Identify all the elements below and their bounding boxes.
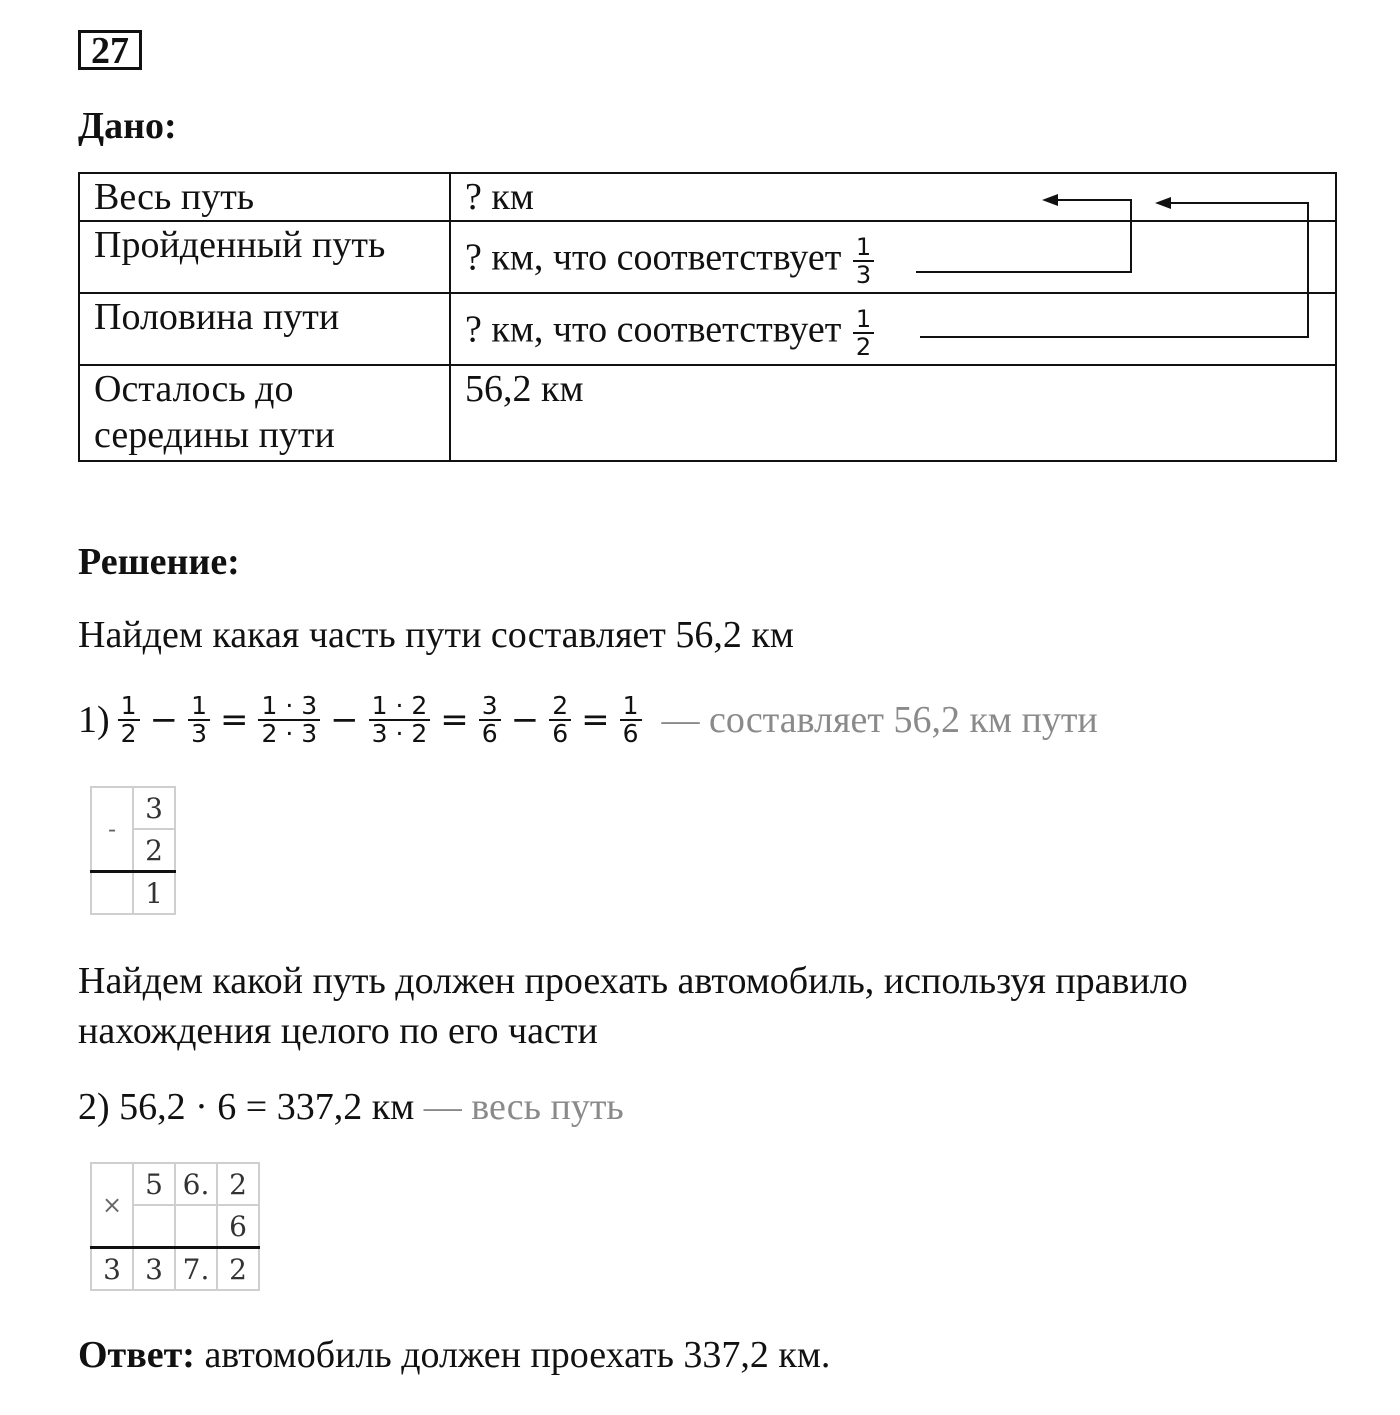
digit-cell: 2 xyxy=(217,1248,259,1291)
operator: − xyxy=(149,700,179,740)
digit-cell xyxy=(133,1205,175,1248)
row-label: Осталось до середины пути xyxy=(79,365,450,461)
digit-cell xyxy=(91,872,133,915)
fraction: $\frac{1}{3}$ xyxy=(188,693,210,747)
arrow-head xyxy=(1155,197,1171,209)
table-row xyxy=(91,787,175,829)
fraction: $\frac{1 \cdot 3}{2 \cdot 3}$ xyxy=(258,693,320,747)
digit-cell xyxy=(175,1205,217,1248)
digit-cell: 7. xyxy=(175,1248,217,1291)
column-multiplication xyxy=(90,1162,260,1291)
answer xyxy=(78,1330,830,1380)
step2-equation: 2) 56,2 · 6 = 337,2 км — весь путь xyxy=(78,1086,624,1128)
digit-cell: 3 xyxy=(133,787,175,829)
operator: − xyxy=(510,700,540,740)
times-sign: × xyxy=(91,1163,133,1248)
given-heading: Дано: xyxy=(78,105,177,147)
step2-intro: Найдем какой путь должен проехать автомобиль, используя правило нахождения целого по его части xyxy=(78,960,1188,1052)
fraction: $\frac{1}{3}$ xyxy=(853,234,874,288)
digit-cell: 3 xyxy=(91,1248,133,1291)
digit-cell: 2 xyxy=(133,829,175,872)
digit-cell: 6. xyxy=(175,1163,217,1205)
fraction: $\frac{1 \cdot 2}{3 \cdot 2}$ xyxy=(369,693,431,747)
fraction: $\frac{1}{2}$ xyxy=(118,693,140,747)
step2-note: — весь путь xyxy=(423,1086,624,1128)
arrow-one-half xyxy=(920,203,1308,337)
operator: = xyxy=(440,700,469,740)
arrow-head xyxy=(1042,194,1058,206)
step1-equation xyxy=(78,684,1098,756)
digit-cell: 3 xyxy=(133,1248,175,1291)
row-value: ? км xyxy=(450,173,1336,221)
table-row xyxy=(91,872,175,915)
arrow-one-third xyxy=(916,200,1131,272)
table-row xyxy=(91,1163,259,1205)
solution-heading: Решение: xyxy=(78,541,240,583)
column-subtraction xyxy=(90,786,176,915)
row-label: Весь путь xyxy=(79,173,450,221)
row-value: ? км, что соответствует $\frac{1}{2}$ xyxy=(450,293,1336,365)
row-value: ? км, что соответствует $\frac{1}{3}$ xyxy=(450,221,1336,293)
relation-arrows xyxy=(0,0,1400,480)
operator: = xyxy=(581,700,610,740)
digit-cell: 2 xyxy=(217,1163,259,1205)
row-value: 56,2 км xyxy=(450,365,1336,461)
answer-text: автомобиль должен проехать 337,2 км. xyxy=(204,1334,831,1376)
step1-intro: Найдем какая часть пути составляет 56,2 км xyxy=(78,614,794,656)
step1-note: — составляет 56,2 км пути xyxy=(661,699,1098,741)
table-row xyxy=(91,1248,259,1291)
minus-sign: - xyxy=(91,787,133,872)
fraction: $\frac{3}{6}$ xyxy=(479,693,501,747)
digit-cell: 5 xyxy=(133,1163,175,1205)
row-label: Пройденный путь xyxy=(79,221,450,293)
fraction: $\frac{1}{6}$ xyxy=(620,693,642,747)
fraction: $\frac{2}{6}$ xyxy=(549,693,571,747)
answer-label: Ответ: xyxy=(78,1334,195,1376)
problem-number: 27 xyxy=(78,30,142,70)
fraction: $\frac{1}{2}$ xyxy=(853,306,874,360)
fraction-chain xyxy=(116,693,644,747)
operator: − xyxy=(330,700,359,740)
operator: = xyxy=(219,700,249,740)
digit-cell: 1 xyxy=(133,872,175,915)
step-number: 1) xyxy=(78,699,110,741)
digit-cell: 6 xyxy=(217,1205,259,1248)
row-label: Половина пути xyxy=(79,293,450,365)
